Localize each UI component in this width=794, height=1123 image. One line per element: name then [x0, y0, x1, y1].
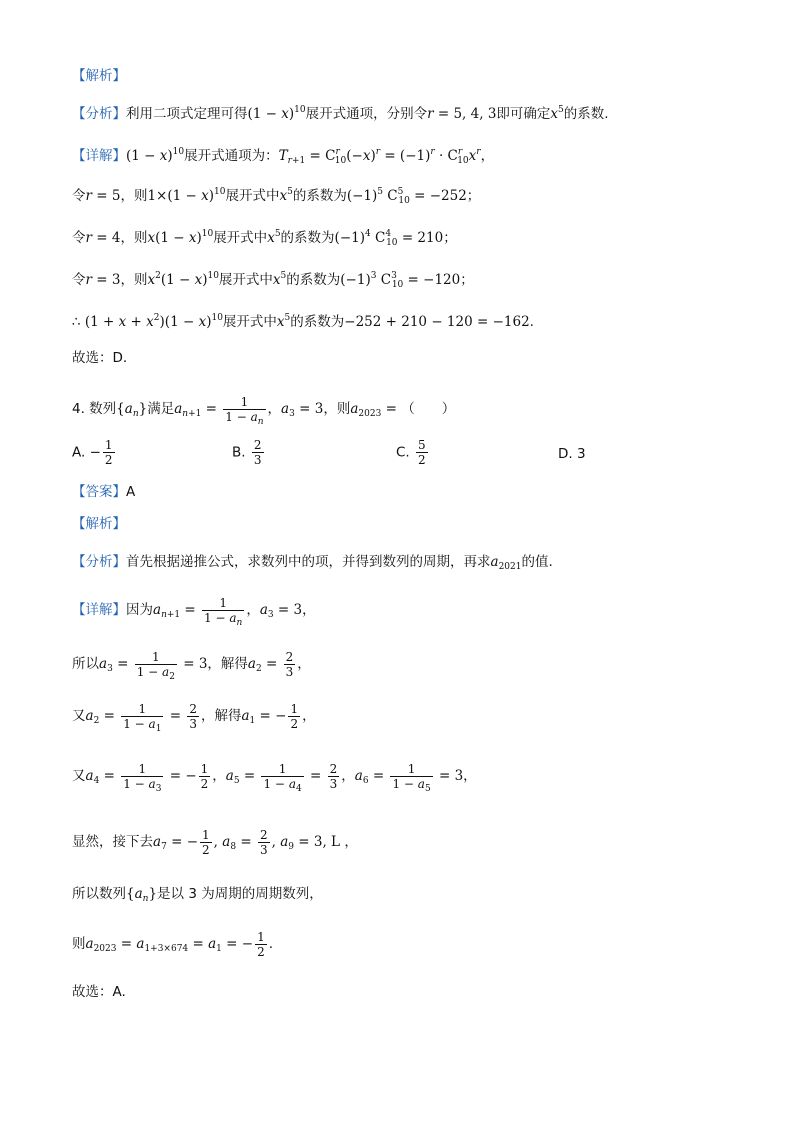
analysis-tag-2: 【分析】 [72, 554, 126, 570]
detail-line: 【详解】$(1 - x)^{10}$展开式通项为：$T_{r+1} = C^r_{10}(-x)^r = (-1)^r \cdot C^r_{10}x^r$， [72, 147, 495, 166]
step-r5: 令r = 5，则$1\times(1 - x)^{10}$展开式中$x^5$的系数为$(-1)^5$ $C^5_{10} = -252$； [72, 187, 481, 206]
answer-tag: 【答案】 [72, 484, 126, 500]
line-a2: 所以$a_3$ = $\frac{1}{1 - a_2}$ = 3，解得$a_2$ = $\frac{2}{3}$ ， [72, 649, 311, 682]
option-a[interactable]: A. − $\frac{1}{2}$ [72, 438, 113, 467]
detail-line-2: 【详解】因为$a_{n+1}$ = $\frac{1}{1 - a_n}$ ，$a_3 = 3$， [72, 595, 316, 628]
choice-a: 故选：A. [72, 984, 126, 1000]
analysis-tag: 【分析】 [72, 106, 126, 122]
option-c[interactable]: C. $\frac{5}{2}$ [396, 438, 426, 467]
line-period: 所以数列$\{a_n\}$是以 3 为周期的周期数列， [72, 886, 323, 904]
choice-d: 故选：D. [72, 350, 128, 366]
line-a1: 又$a_2$ = $\frac{1}{1 - a_1}$ = $\frac{2}{3}$ ，解得$a_1$ = − $\frac{1}{2}$ ， [72, 701, 316, 734]
line-result: 则$a_{2023} = a_{1+3\times 674} = a_1$ = − $\frac{1}{2}$ . [72, 929, 274, 959]
line-a456: 又$a_4$ = $\frac{1}{1 - a_3}$ = − $\frac{1}{2}$ ，$a_5$ = $\frac{1}{1 - a_4}$ = $\frac{2}{3}$ ，$a_6$ = $\frac{1}{1 - a_5}$ = 3， [72, 761, 477, 794]
line-next: 显然，接下去$a_7$ = − $\frac{1}{2}$ , $a_8$ = $\frac{2}{3}$ , $a_9 = 3$, L ， [72, 827, 358, 857]
question-4-stem: 4. 数列$\{a_n\}$满足$a_{n+1}$ = $\frac{1}{1 - a_n}$ ，$a_3 = 3$，则$a_{2023}$ = （ ） [72, 394, 456, 427]
detail-tag: 【详解】 [72, 148, 126, 164]
step-r4: 令r = 4，则$x(1 - x)^{10}$展开式中$x^5$的系数为$(-1)^4$ $C^4_{10} = 210$； [72, 229, 457, 248]
analysis-heading: 【解析】 [72, 68, 126, 84]
detail-tag-2: 【详解】 [72, 602, 126, 618]
option-b[interactable]: B. $\frac{2}{3}$ [232, 438, 262, 467]
option-d[interactable]: D. 3 [558, 446, 586, 462]
answer-value: A [126, 484, 136, 500]
step-r3: 令r = 3，则$x^2(1 - x)^{10}$展开式中$x^5$的系数为$(-1)^3$ $C^3_{10} = -120$； [72, 271, 474, 290]
analysis-heading-2: 【解析】 [72, 516, 126, 532]
therefore-line: ∴ $(1 + x + x^2)(1 - x)^{10}$展开式中$x^5$的系数为−252 + 210 − 120 = −162. [72, 313, 534, 330]
answer-line [72, 482, 135, 502]
analysis-line-2: 【分析】首先根据递推公式，求数列中的项，并得到数列的周期，再求$a_{2021}$的值. [72, 554, 553, 572]
analysis-line: 【分析】利用二项式定理可得$(1 - x)^{10}$展开式通项，分别令r = 5, 4, 3即可确定$x^5$的系数. [72, 105, 609, 122]
